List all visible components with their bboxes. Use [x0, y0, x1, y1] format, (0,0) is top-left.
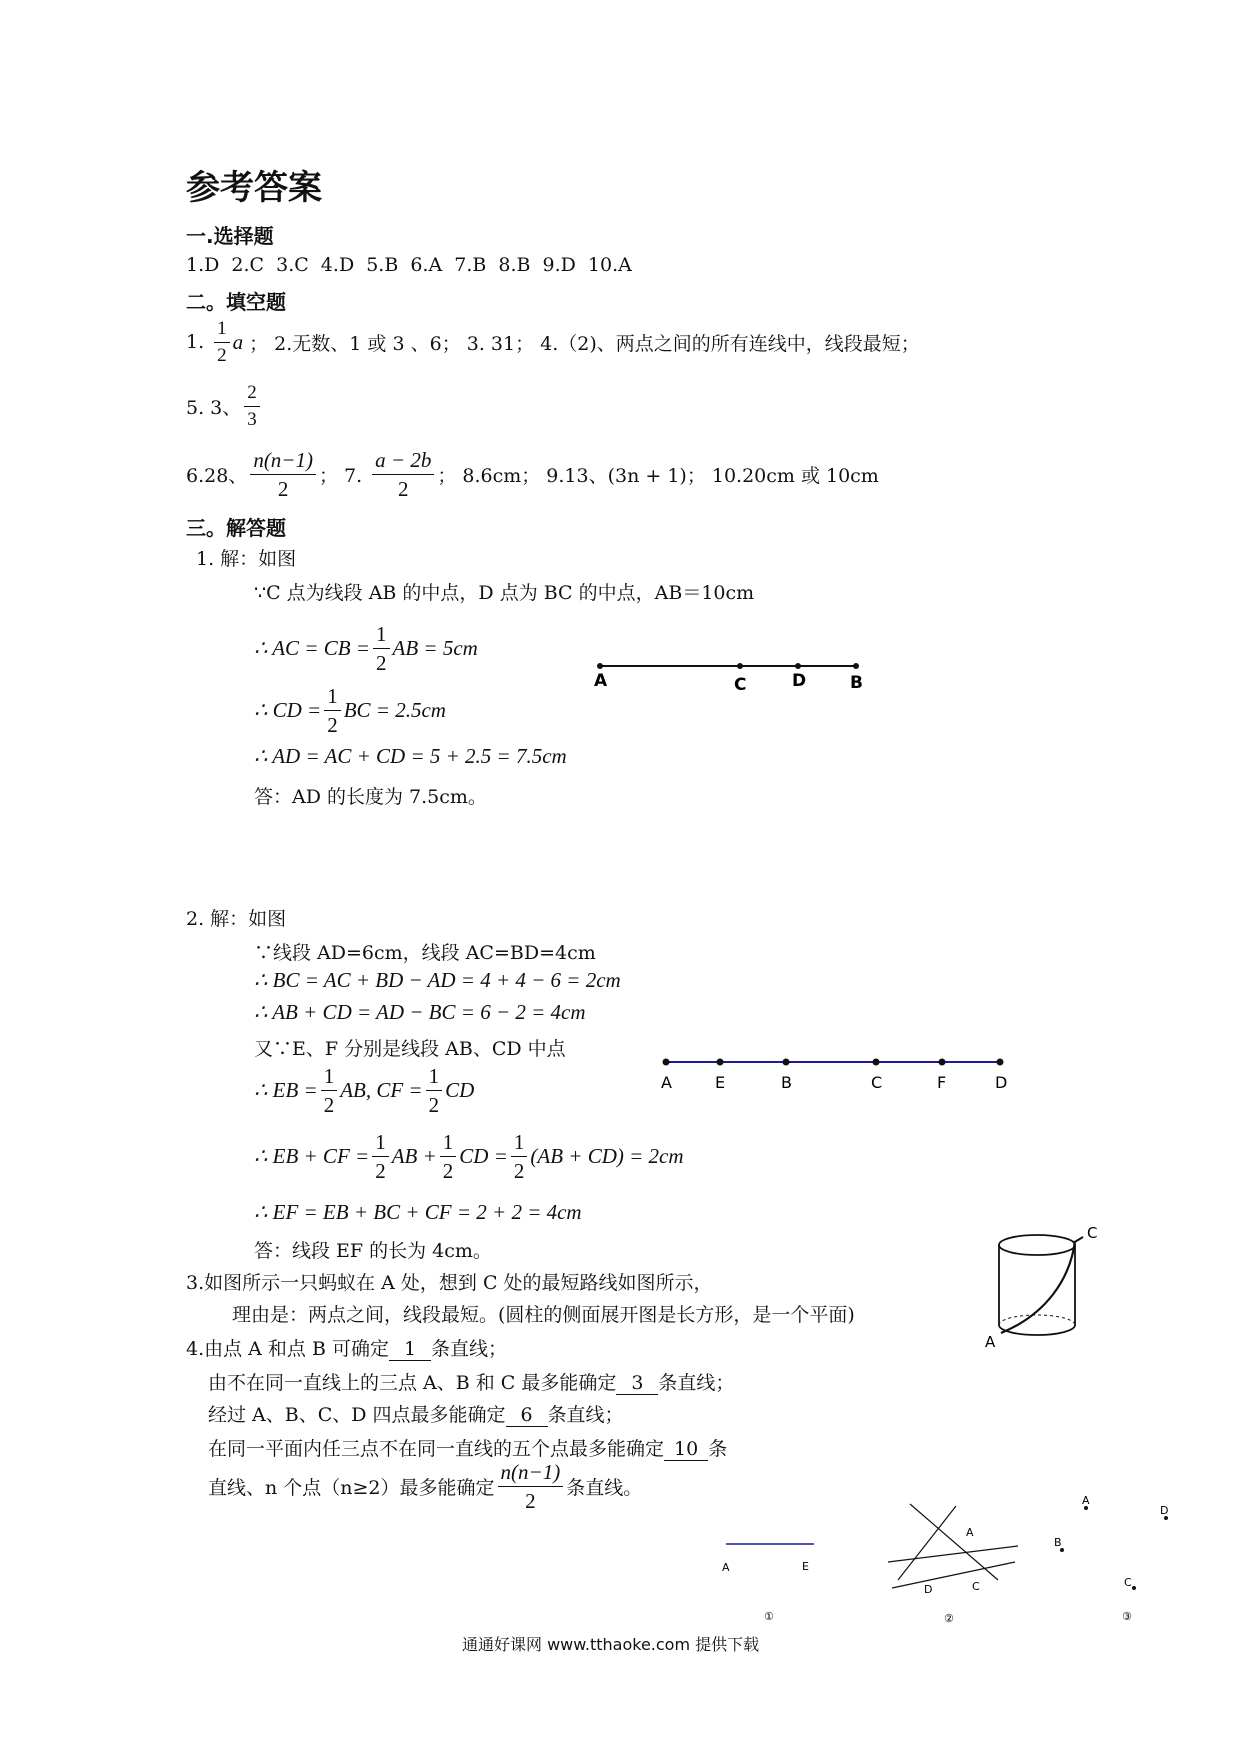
q1-line-2-a: ∴ AC = CB = [254, 636, 370, 661]
numerator: 1 [373, 622, 390, 649]
fraction [373, 622, 390, 675]
numerator: n(n−1) [250, 448, 316, 475]
denominator: 2 [428, 1093, 440, 1118]
fill-row-3 [186, 448, 879, 501]
q1-answer: 答：AD 的长度为 7.5cm。 [254, 786, 487, 808]
label-c: C [734, 675, 747, 695]
q2-line-6-b: AB + [391, 1144, 437, 1169]
point-b [783, 1059, 790, 1066]
line-4 [892, 1562, 1015, 1588]
line-3 [898, 1506, 956, 1580]
q4-line-4-b: 条 [708, 1438, 728, 1460]
denominator: 2 [323, 1093, 335, 1118]
denominator: 2 [442, 1159, 454, 1184]
q2-line-1: ∵线段 AD=6cm，线段 AC=BD=4cm [254, 942, 596, 964]
label-a: A [985, 1333, 996, 1350]
denominator: 3 [247, 408, 257, 430]
q4-line-5-a: 直线、n 个点（n≥2）最多能确定 [208, 1477, 495, 1500]
q1-segment-figure [590, 650, 870, 700]
fraction [372, 448, 434, 501]
label-c: C [972, 1580, 980, 1593]
item-number: 1. [186, 331, 205, 354]
label-a: A [594, 671, 608, 691]
q4-line-3-a: 经过 A、B、C、D 四点最多能确定 [208, 1404, 506, 1426]
q4-blank-1: 1 [389, 1338, 431, 1361]
label-a: A [722, 1561, 730, 1574]
fraction [250, 448, 316, 501]
point-d [997, 1059, 1004, 1066]
path-arrow [1073, 1237, 1083, 1243]
q2-segment-figure [656, 1050, 1016, 1100]
q2-line-5-b: AB, CF = [340, 1078, 423, 1103]
denominator: 2 [513, 1159, 525, 1184]
q4-line-3-b: 条直线； [547, 1404, 624, 1426]
denominator: 2 [375, 1159, 386, 1184]
cylinder-figure [975, 1225, 1115, 1350]
fraction [511, 1130, 528, 1183]
q2-intro: 2. 解：如图 [186, 908, 287, 930]
line-2 [888, 1546, 1018, 1562]
label-d: D [1160, 1504, 1169, 1517]
label-figure-1: ① [764, 1610, 774, 1623]
fraction [324, 684, 341, 737]
q4-blank-3: 6 [506, 1404, 548, 1427]
label-c: C [1087, 1225, 1098, 1242]
numerator: n(n−1) [498, 1460, 564, 1487]
q1-line-1: ∵C 点为线段 AB 的中点，D 点为 BC 的中点，AB＝10cm [254, 582, 755, 604]
section-2-heading: 二。填空题 [186, 290, 286, 314]
fraction [244, 382, 260, 431]
point-a [597, 663, 603, 669]
label-a: A [1082, 1494, 1090, 1507]
numerator: 1 [321, 1064, 338, 1091]
label-b: B [850, 673, 863, 693]
point-c [737, 663, 743, 669]
numerator: 1 [426, 1064, 443, 1091]
label-b: B [1054, 1536, 1062, 1549]
fill-row-2 [186, 382, 263, 431]
q4-blank-2: 3 [616, 1372, 658, 1395]
section-3-heading: 三。解答题 [186, 516, 286, 540]
q4-figure-3 [1040, 1488, 1180, 1624]
q4-line-5 [208, 1460, 642, 1513]
label-d: D [995, 1073, 1008, 1092]
q4-figure-1 [710, 1500, 830, 1630]
q2-line-4: 又∵E、F 分别是线段 AB、CD 中点 [254, 1038, 566, 1060]
label-figure-2: ② [944, 1612, 954, 1625]
cylinder-top [999, 1235, 1075, 1255]
q1-intro: 1. 解：如图 [196, 548, 297, 570]
q2-line-6-a: ∴ EB + CF = [254, 1144, 370, 1169]
label-f: F [937, 1073, 947, 1092]
q1-line-2-b: AB = 5cm [392, 636, 478, 661]
label-e: E [802, 1560, 809, 1573]
q2-line-5-a: ∴ EB = [254, 1078, 318, 1103]
q4-line-3 [208, 1400, 624, 1427]
variable: a [232, 329, 244, 354]
label-c: C [871, 1073, 883, 1092]
label-figure-3: ③ [1122, 1610, 1132, 1623]
label-c: C [1124, 1576, 1132, 1589]
fill-row-3-a: 6.28、 [186, 465, 248, 488]
q2-answer: 答：线段 EF 的长为 4cm。 [254, 1240, 492, 1262]
q2-line-6-c: CD = [459, 1144, 508, 1169]
q1-line-3 [254, 684, 446, 737]
page-title: 参考答案 [186, 168, 322, 208]
numerator: 1 [324, 684, 341, 711]
fill-row-1 [186, 318, 920, 367]
label-e: E [715, 1073, 726, 1092]
denominator: 2 [217, 344, 227, 366]
cylinder-bottom-front [999, 1325, 1075, 1335]
fill-row-1-rest: ； 2.无数、1 或 3 、6； 3. 31； 4.（2)、两点之间的所有连线中，线段最短； [249, 332, 920, 355]
fill-row-3-c: ； 8.6cm； 9.13、(3n + 1)； 10.20cm 或 10cm [437, 465, 879, 488]
footer-text: 通通好课网 www.tthaoke.com 提供下载 [462, 1635, 760, 1654]
q2-line-6 [254, 1130, 684, 1183]
denominator: 2 [277, 477, 289, 502]
q4-line-1-b: 条直线； [430, 1338, 507, 1360]
point-c [873, 1059, 880, 1066]
fill-row-2-prefix: 5. 3、 [186, 396, 242, 419]
fraction [498, 1460, 564, 1513]
denominator: 2 [397, 477, 409, 502]
q4-blank-4: 10 [664, 1438, 708, 1461]
cylinder-bottom-back [999, 1315, 1075, 1325]
numerator: a − 2b [372, 448, 434, 475]
q4-line-2 [208, 1368, 734, 1395]
label-a: A [966, 1526, 974, 1539]
q4-line-1 [186, 1334, 507, 1361]
numerator: 1 [214, 318, 230, 343]
q4-line-4-a: 在同一平面内任三点不在同一直线的五个点最多能确定 [208, 1438, 665, 1460]
q3-line-1: 3.如图所示一只蚂蚁在 A 处，想到 C 处的最短路线如图所示， [186, 1272, 713, 1294]
q1-line-2 [254, 622, 478, 675]
q4-line-4 [208, 1434, 727, 1461]
q4-line-2-b: 条直线； [658, 1372, 735, 1394]
fraction [426, 1064, 443, 1117]
q3-line-2: 理由是：两点之间，线段最短。(圆柱的侧面展开图是长方形，是一个平面) [232, 1304, 855, 1326]
label-a: A [661, 1073, 672, 1092]
q2-line-5 [254, 1064, 474, 1117]
numerator: 1 [372, 1130, 389, 1157]
fraction [321, 1064, 338, 1117]
denominator: 2 [525, 1489, 536, 1514]
q4-line-1-a: 4.由点 A 和点 B 可确定 [186, 1338, 389, 1360]
section-1-heading: 一.选择题 [186, 224, 274, 248]
fraction [214, 318, 230, 367]
q1-line-4: ∴ AD = AC + CD = 5 + 2.5 = 7.5cm [254, 744, 567, 768]
denominator: 2 [327, 713, 338, 738]
point-f [939, 1059, 946, 1066]
fraction [440, 1130, 457, 1183]
point-b [853, 663, 859, 669]
point-e [717, 1059, 724, 1066]
denominator: 2 [376, 651, 387, 676]
numerator: 1 [511, 1130, 528, 1157]
point-a [663, 1059, 670, 1066]
q2-line-3: ∴ AB + CD = AD − BC = 6 − 2 = 4cm [254, 1000, 586, 1024]
point-c [1132, 1586, 1136, 1590]
q2-line-6-d: (AB + CD) = 2cm [530, 1144, 684, 1169]
label-d: D [792, 671, 807, 691]
choice-answers: 1.D 2.C 3.C 4.D 5.B 6.A 7.B 8.B 9.D 10.A [186, 254, 632, 276]
label-d: D [924, 1583, 933, 1596]
numerator: 2 [244, 382, 260, 407]
label-b: B [781, 1073, 792, 1092]
q4-line-2-a: 由不在同一直线上的三点 A、B 和 C 最多能确定 [208, 1372, 617, 1394]
q2-line-5-c: CD [445, 1078, 475, 1103]
q1-line-3-b: BC = 2.5cm [343, 698, 446, 723]
numerator: 1 [440, 1130, 457, 1157]
q4-figure-2 [880, 1500, 1030, 1630]
point-d [795, 663, 801, 669]
fraction [372, 1130, 389, 1183]
fill-row-3-b: ； 7. [318, 465, 363, 488]
q1-line-3-a: ∴ CD = [254, 698, 322, 723]
q2-line-7: ∴ EF = EB + BC + CF = 2 + 2 = 4cm [254, 1200, 582, 1224]
q4-line-5-b: 条直线。 [566, 1477, 643, 1500]
q2-line-2: ∴ BC = AC + BD − AD = 4 + 4 − 6 = 2cm [254, 968, 621, 992]
